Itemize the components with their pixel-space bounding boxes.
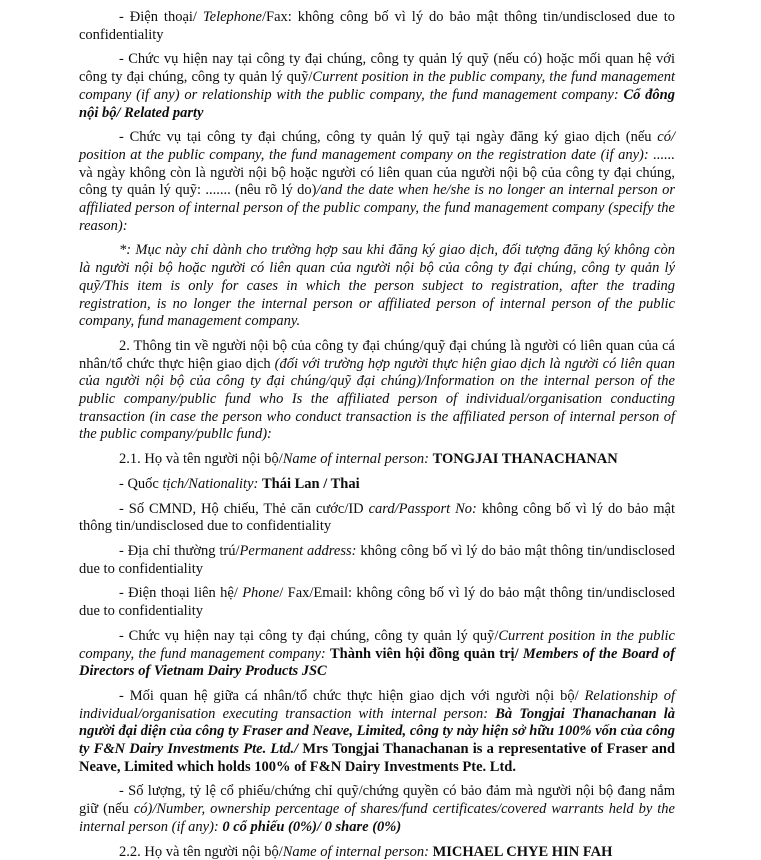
text-segment: Current position in the public company, the fund management company (if any) or relationship with the public company, the fund management company: <box>79 69 675 103</box>
text-segment: Phone <box>242 585 280 602</box>
paragraph <box>79 543 675 578</box>
text-segment: Bà Tongjai Thanachanan là người đại diện của công ty Fraser and Neave, Limited, công ty này hiện sở hữu 100% vốn của công ty F&N Dairy Investments Pte. Ltd./ <box>79 705 675 758</box>
paragraph <box>79 688 675 777</box>
paragraph <box>79 51 675 122</box>
text-segment: Thành viên hội đồng quản trị/ <box>329 645 523 662</box>
text-segment: Name of internal person: <box>282 451 433 468</box>
text-segment: - Mối quan hệ giữa cá nhân/tổ chức thực hiện giao dịch với người nội bộ/ <box>119 687 585 704</box>
paragraph <box>79 338 675 444</box>
text-segment: - Điện thoại/ <box>119 9 203 25</box>
text-segment: - Quốc <box>119 475 163 492</box>
text-segment: / Fax/Email: không công bố vì lý do bảo mật thông tin/undisclosed due to confidentiality <box>79 585 676 620</box>
text-segment: TONGJAI THANACHANAN <box>432 451 618 468</box>
paragraph <box>79 129 675 235</box>
text-segment: có/ position at the public company, the fund management company on the registration date (if any): ...... <box>79 129 675 163</box>
text-segment: Name of internal person: <box>282 843 433 860</box>
text-segment: - Số lượng, tỷ lệ cổ phiếu/chứng chỉ quỹ/chứng quyền có bảo đảm mà người nội bộ đang nắm giữ (nếu <box>79 783 675 818</box>
paragraph <box>79 476 675 494</box>
text-segment: /Fax: không công bố vì lý do bảo mật thông tin/undisclosed due to confidentiality <box>79 9 675 43</box>
text-segment: Permanent address: <box>239 542 361 559</box>
text-segment: - Điện thoại liên hệ/ <box>119 585 243 602</box>
text-segment: - Số CMND, Hộ chiếu, Thẻ căn cước/ID <box>119 500 369 517</box>
text-segment: Relationship of individual/organisation executing transaction with internal person: <box>79 687 675 722</box>
paragraph <box>79 783 675 836</box>
text-segment: - Chức vụ hiện nay tại công ty đại chúng, công ty quản lý quỹ/ <box>119 627 499 644</box>
text-segment: 2. Thông tin về người nội bộ của công ty đại chúng/quỹ đại chúng là người có liên quan của cá nhân/tổ chức thực hiện giao dịch <box>79 337 675 372</box>
text-segment: - Chức vụ hiện nay tại công ty đại chúng, công ty quản lý quỹ (nếu có) hoặc mối quan hệ với công ty đại chúng, công ty quản lý quỹ/ <box>79 51 675 86</box>
paragraph <box>79 242 675 331</box>
text-segment: card/Passport No: <box>368 500 482 517</box>
text-segment: và ngày không còn là người nội bộ hoặc người có liên quan của người nội bộ của công ty đại chúng, công ty quản lý quỹ: ....... (nêu rõ lý do) <box>79 164 675 199</box>
text-segment: không công bố vì lý do bảo mật thông tin/undisclosed due to confidentiality <box>79 500 675 535</box>
paragraph <box>79 451 675 469</box>
text-segment: (đối với trường hợp người thực hiện giao dịch là người có liên quan của người nội bộ của công ty đại chúng/quỹ đại chúng)/Information on the internal person of the public company/public fund who Is the affiliated person of individual/organisation conducting transaction (in case the person who conduct transaction is the affiliated person of internal person of the public company/publlc fund): <box>79 355 675 443</box>
paragraph <box>79 844 675 860</box>
text-segment: 2.2. Họ và tên người nội bộ/ <box>119 843 283 860</box>
text-segment: có)/Number, ownership percentage of shares/fund certificates/covered warrants held by the internal person (if any): <box>79 801 675 835</box>
paragraph <box>79 9 675 44</box>
text-segment: Thái Lan / Thai <box>261 475 360 492</box>
text-segment: 0 cổ phiếu (0%)/ 0 share (0%) <box>222 818 402 835</box>
paragraph <box>79 501 675 536</box>
text-segment: tịch/Nationality: <box>162 475 262 492</box>
text-segment: 2.1. Họ và tên người nội bộ/ <box>119 451 283 468</box>
text-segment: - Chức vụ tại công ty đại chúng, công ty quản lý quỹ tại ngày đăng ký giao dịch (nếu <box>119 129 658 146</box>
text-segment: Current position in the public company, the fund management company: <box>79 627 675 662</box>
text-segment: Members of the Board of Directors of Vietnam Dairy Products JSC <box>79 645 675 680</box>
paragraph <box>79 628 675 681</box>
text-segment: Mrs Tongjai Thanachanan is a representative of Fraser and Neave, Limited which holds 100% of F&N Dairy Investments Pte. Ltd. <box>79 741 676 775</box>
text-segment: - Địa chỉ thường trú/ <box>119 542 240 559</box>
paragraph <box>79 585 675 620</box>
text-segment: Cổ đông nội bộ/ Related party <box>79 86 675 121</box>
text-segment: Telephone <box>202 9 262 25</box>
text-segment: *: Mục này chỉ dành cho trường hợp sau khi đăng ký giao dịch, đối tượng đăng ký không còn là người nội bộ hoặc người có liên quan của người nội bộ của công ty đại chúng, công ty quản lý quỹ/This item is only for cases in which the person subject to registration, after the trading registration, is no longer the internal person or affiliated person of internal person of the public company, fund management company. <box>79 242 675 330</box>
text-segment: không công bố vì lý do bảo mật thông tin/undisclosed due to confidentiality <box>79 542 675 577</box>
document-content <box>79 5 675 860</box>
text-segment: /and the date when he/she is no longer an internal person or affiliated person of internal person of the public company, the fund management company (specify the reason): <box>79 182 675 234</box>
text-segment: MICHAEL CHYE HIN FAH <box>432 843 613 860</box>
